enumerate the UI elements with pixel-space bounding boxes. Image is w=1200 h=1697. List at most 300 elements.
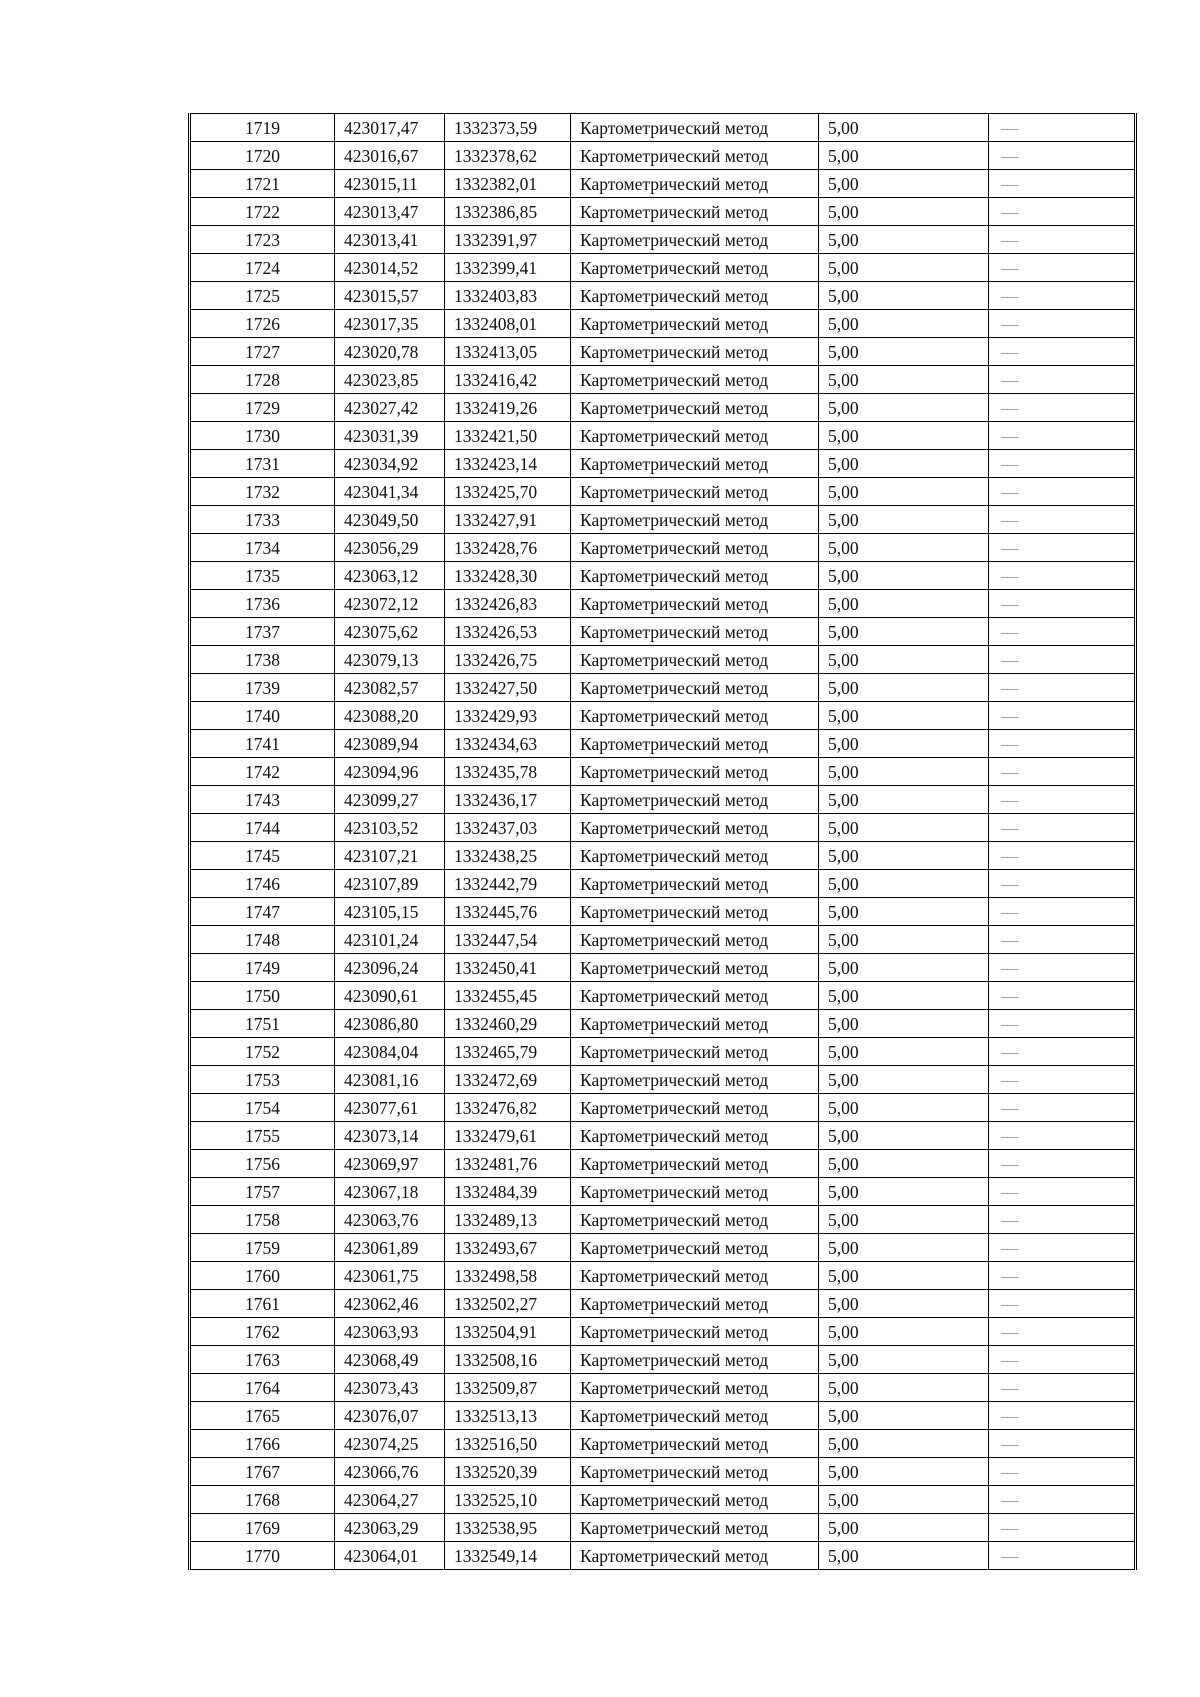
method-cell: Картометрический метод xyxy=(571,646,819,674)
description-cell: — xyxy=(989,1066,1136,1094)
y-coordinate-cell: 1332436,17 xyxy=(445,786,571,814)
description-cell: — xyxy=(989,926,1136,954)
x-coordinate-cell: 423103,52 xyxy=(335,814,445,842)
accuracy-cell: 5,00 xyxy=(819,758,989,786)
table-row xyxy=(190,506,1136,534)
description-cell: — xyxy=(989,478,1136,506)
description-cell: — xyxy=(989,1318,1136,1346)
accuracy-cell: 5,00 xyxy=(819,1122,989,1150)
accuracy-cell: 5,00 xyxy=(819,1402,989,1430)
y-coordinate-cell: 1332427,91 xyxy=(445,506,571,534)
table-row xyxy=(190,1066,1136,1094)
description-cell: — xyxy=(989,982,1136,1010)
point-number-cell: 1725 xyxy=(190,282,335,310)
accuracy-cell: 5,00 xyxy=(819,114,989,142)
description-cell: — xyxy=(989,1346,1136,1374)
description-cell: — xyxy=(989,730,1136,758)
y-coordinate-cell: 1332429,93 xyxy=(445,702,571,730)
x-coordinate-cell: 423017,47 xyxy=(335,114,445,142)
accuracy-cell: 5,00 xyxy=(819,422,989,450)
description-cell: — xyxy=(989,618,1136,646)
x-coordinate-cell: 423066,76 xyxy=(335,1458,445,1486)
y-coordinate-cell: 1332425,70 xyxy=(445,478,571,506)
x-coordinate-cell: 423016,67 xyxy=(335,142,445,170)
accuracy-cell: 5,00 xyxy=(819,254,989,282)
x-coordinate-cell: 423105,15 xyxy=(335,898,445,926)
y-coordinate-cell: 1332438,25 xyxy=(445,842,571,870)
table-row xyxy=(190,170,1136,198)
y-coordinate-cell: 1332426,53 xyxy=(445,618,571,646)
table-row xyxy=(190,1010,1136,1038)
method-cell: Картометрический метод xyxy=(571,982,819,1010)
point-number-cell: 1730 xyxy=(190,422,335,450)
description-cell: — xyxy=(989,646,1136,674)
x-coordinate-cell: 423099,27 xyxy=(335,786,445,814)
y-coordinate-cell: 1332416,42 xyxy=(445,366,571,394)
table-row xyxy=(190,1094,1136,1122)
accuracy-cell: 5,00 xyxy=(819,198,989,226)
description-cell: — xyxy=(989,870,1136,898)
accuracy-cell: 5,00 xyxy=(819,478,989,506)
table-row xyxy=(190,842,1136,870)
table-row xyxy=(190,1514,1136,1542)
method-cell: Картометрический метод xyxy=(571,254,819,282)
method-cell: Картометрический метод xyxy=(571,506,819,534)
description-cell: — xyxy=(989,758,1136,786)
x-coordinate-cell: 423067,18 xyxy=(335,1178,445,1206)
x-coordinate-cell: 423076,07 xyxy=(335,1402,445,1430)
method-cell: Картометрический метод xyxy=(571,198,819,226)
point-number-cell: 1755 xyxy=(190,1122,335,1150)
method-cell: Картометрический метод xyxy=(571,1038,819,1066)
x-coordinate-cell: 423086,80 xyxy=(335,1010,445,1038)
point-number-cell: 1743 xyxy=(190,786,335,814)
y-coordinate-cell: 1332493,67 xyxy=(445,1234,571,1262)
y-coordinate-cell: 1332525,10 xyxy=(445,1486,571,1514)
y-coordinate-cell: 1332472,69 xyxy=(445,1066,571,1094)
description-cell: — xyxy=(989,1094,1136,1122)
description-cell: — xyxy=(989,786,1136,814)
method-cell: Картометрический метод xyxy=(571,394,819,422)
table-row xyxy=(190,814,1136,842)
accuracy-cell: 5,00 xyxy=(819,590,989,618)
accuracy-cell: 5,00 xyxy=(819,1374,989,1402)
y-coordinate-cell: 1332373,59 xyxy=(445,114,571,142)
description-cell: — xyxy=(989,1206,1136,1234)
point-number-cell: 1722 xyxy=(190,198,335,226)
point-number-cell: 1764 xyxy=(190,1374,335,1402)
y-coordinate-cell: 1332413,05 xyxy=(445,338,571,366)
point-number-cell: 1746 xyxy=(190,870,335,898)
x-coordinate-cell: 423064,27 xyxy=(335,1486,445,1514)
point-number-cell: 1751 xyxy=(190,1010,335,1038)
description-cell: — xyxy=(989,1262,1136,1290)
point-number-cell: 1747 xyxy=(190,898,335,926)
table-row xyxy=(190,114,1136,142)
accuracy-cell: 5,00 xyxy=(819,1542,989,1570)
description-cell: — xyxy=(989,310,1136,338)
point-number-cell: 1752 xyxy=(190,1038,335,1066)
accuracy-cell: 5,00 xyxy=(819,1178,989,1206)
point-number-cell: 1758 xyxy=(190,1206,335,1234)
description-cell: — xyxy=(989,1458,1136,1486)
accuracy-cell: 5,00 xyxy=(819,450,989,478)
accuracy-cell: 5,00 xyxy=(819,1262,989,1290)
accuracy-cell: 5,00 xyxy=(819,898,989,926)
method-cell: Картометрический метод xyxy=(571,142,819,170)
table-row xyxy=(190,1038,1136,1066)
method-cell: Картометрический метод xyxy=(571,422,819,450)
description-cell: — xyxy=(989,702,1136,730)
method-cell: Картометрический метод xyxy=(571,562,819,590)
method-cell: Картометрический метод xyxy=(571,534,819,562)
x-coordinate-cell: 423061,75 xyxy=(335,1262,445,1290)
x-coordinate-cell: 423017,35 xyxy=(335,310,445,338)
x-coordinate-cell: 423020,78 xyxy=(335,338,445,366)
method-cell: Картометрический метод xyxy=(571,1514,819,1542)
description-cell: — xyxy=(989,1514,1136,1542)
coordinates-table xyxy=(188,113,1137,1570)
accuracy-cell: 5,00 xyxy=(819,646,989,674)
method-cell: Картометрический метод xyxy=(571,1150,819,1178)
y-coordinate-cell: 1332450,41 xyxy=(445,954,571,982)
y-coordinate-cell: 1332437,03 xyxy=(445,814,571,842)
point-number-cell: 1768 xyxy=(190,1486,335,1514)
method-cell: Картометрический метод xyxy=(571,170,819,198)
x-coordinate-cell: 423073,43 xyxy=(335,1374,445,1402)
method-cell: Картометрический метод xyxy=(571,730,819,758)
method-cell: Картометрический метод xyxy=(571,1178,819,1206)
x-coordinate-cell: 423015,11 xyxy=(335,170,445,198)
point-number-cell: 1720 xyxy=(190,142,335,170)
y-coordinate-cell: 1332419,26 xyxy=(445,394,571,422)
accuracy-cell: 5,00 xyxy=(819,1234,989,1262)
y-coordinate-cell: 1332434,63 xyxy=(445,730,571,758)
point-number-cell: 1754 xyxy=(190,1094,335,1122)
method-cell: Картометрический метод xyxy=(571,926,819,954)
table-row xyxy=(190,870,1136,898)
accuracy-cell: 5,00 xyxy=(819,1066,989,1094)
x-coordinate-cell: 423056,29 xyxy=(335,534,445,562)
y-coordinate-cell: 1332403,83 xyxy=(445,282,571,310)
x-coordinate-cell: 423094,96 xyxy=(335,758,445,786)
y-coordinate-cell: 1332427,50 xyxy=(445,674,571,702)
accuracy-cell: 5,00 xyxy=(819,814,989,842)
y-coordinate-cell: 1332378,62 xyxy=(445,142,571,170)
x-coordinate-cell: 423072,12 xyxy=(335,590,445,618)
point-number-cell: 1742 xyxy=(190,758,335,786)
table-row xyxy=(190,226,1136,254)
description-cell: — xyxy=(989,142,1136,170)
y-coordinate-cell: 1332504,91 xyxy=(445,1318,571,1346)
y-coordinate-cell: 1332428,76 xyxy=(445,534,571,562)
method-cell: Картометрический метод xyxy=(571,1402,819,1430)
description-cell: — xyxy=(989,254,1136,282)
x-coordinate-cell: 423023,85 xyxy=(335,366,445,394)
method-cell: Картометрический метод xyxy=(571,478,819,506)
y-coordinate-cell: 1332423,14 xyxy=(445,450,571,478)
method-cell: Картометрический метод xyxy=(571,786,819,814)
point-number-cell: 1750 xyxy=(190,982,335,1010)
method-cell: Картометрический метод xyxy=(571,114,819,142)
point-number-cell: 1738 xyxy=(190,646,335,674)
description-cell: — xyxy=(989,170,1136,198)
method-cell: Картометрический метод xyxy=(571,1234,819,1262)
table-row xyxy=(190,478,1136,506)
table-row xyxy=(190,1206,1136,1234)
point-number-cell: 1737 xyxy=(190,618,335,646)
point-number-cell: 1770 xyxy=(190,1542,335,1570)
method-cell: Картометрический метод xyxy=(571,1066,819,1094)
x-coordinate-cell: 423079,13 xyxy=(335,646,445,674)
table-row xyxy=(190,1430,1136,1458)
y-coordinate-cell: 1332481,76 xyxy=(445,1150,571,1178)
table-row xyxy=(190,1290,1136,1318)
description-cell: — xyxy=(989,226,1136,254)
accuracy-cell: 5,00 xyxy=(819,730,989,758)
method-cell: Картометрический метод xyxy=(571,1262,819,1290)
accuracy-cell: 5,00 xyxy=(819,1430,989,1458)
x-coordinate-cell: 423061,89 xyxy=(335,1234,445,1262)
x-coordinate-cell: 423063,93 xyxy=(335,1318,445,1346)
table-row xyxy=(190,282,1136,310)
table-row xyxy=(190,1458,1136,1486)
table-row xyxy=(190,1346,1136,1374)
method-cell: Картометрический метод xyxy=(571,1430,819,1458)
method-cell: Картометрический метод xyxy=(571,954,819,982)
accuracy-cell: 5,00 xyxy=(819,1318,989,1346)
table-row xyxy=(190,618,1136,646)
method-cell: Картометрический метод xyxy=(571,450,819,478)
method-cell: Картометрический метод xyxy=(571,842,819,870)
y-coordinate-cell: 1332498,58 xyxy=(445,1262,571,1290)
table-row xyxy=(190,1234,1136,1262)
method-cell: Картометрический метод xyxy=(571,1010,819,1038)
y-coordinate-cell: 1332445,76 xyxy=(445,898,571,926)
x-coordinate-cell: 423013,41 xyxy=(335,226,445,254)
description-cell: — xyxy=(989,1150,1136,1178)
y-coordinate-cell: 1332442,79 xyxy=(445,870,571,898)
accuracy-cell: 5,00 xyxy=(819,534,989,562)
point-number-cell: 1741 xyxy=(190,730,335,758)
description-cell: — xyxy=(989,1038,1136,1066)
x-coordinate-cell: 423031,39 xyxy=(335,422,445,450)
point-number-cell: 1739 xyxy=(190,674,335,702)
point-number-cell: 1726 xyxy=(190,310,335,338)
x-coordinate-cell: 423101,24 xyxy=(335,926,445,954)
table-row xyxy=(190,562,1136,590)
table-row xyxy=(190,1150,1136,1178)
y-coordinate-cell: 1332391,97 xyxy=(445,226,571,254)
method-cell: Картометрический метод xyxy=(571,758,819,786)
accuracy-cell: 5,00 xyxy=(819,1514,989,1542)
y-coordinate-cell: 1332538,95 xyxy=(445,1514,571,1542)
description-cell: — xyxy=(989,674,1136,702)
method-cell: Картометрический метод xyxy=(571,814,819,842)
method-cell: Картометрический метод xyxy=(571,1458,819,1486)
method-cell: Картометрический метод xyxy=(571,1486,819,1514)
y-coordinate-cell: 1332489,13 xyxy=(445,1206,571,1234)
y-coordinate-cell: 1332399,41 xyxy=(445,254,571,282)
accuracy-cell: 5,00 xyxy=(819,674,989,702)
description-cell: — xyxy=(989,114,1136,142)
y-coordinate-cell: 1332502,27 xyxy=(445,1290,571,1318)
point-number-cell: 1745 xyxy=(190,842,335,870)
table-row xyxy=(190,702,1136,730)
description-cell: — xyxy=(989,590,1136,618)
table-row xyxy=(190,982,1136,1010)
accuracy-cell: 5,00 xyxy=(819,1150,989,1178)
point-number-cell: 1767 xyxy=(190,1458,335,1486)
point-number-cell: 1735 xyxy=(190,562,335,590)
description-cell: — xyxy=(989,1374,1136,1402)
table-row xyxy=(190,590,1136,618)
table-row xyxy=(190,1402,1136,1430)
description-cell: — xyxy=(989,814,1136,842)
description-cell: — xyxy=(989,338,1136,366)
method-cell: Картометрический метод xyxy=(571,1374,819,1402)
point-number-cell: 1719 xyxy=(190,114,335,142)
x-coordinate-cell: 423074,25 xyxy=(335,1430,445,1458)
description-cell: — xyxy=(989,1290,1136,1318)
point-number-cell: 1749 xyxy=(190,954,335,982)
x-coordinate-cell: 423090,61 xyxy=(335,982,445,1010)
table-row xyxy=(190,898,1136,926)
method-cell: Картометрический метод xyxy=(571,366,819,394)
y-coordinate-cell: 1332435,78 xyxy=(445,758,571,786)
description-cell: — xyxy=(989,198,1136,226)
method-cell: Картометрический метод xyxy=(571,702,819,730)
table-row xyxy=(190,1374,1136,1402)
y-coordinate-cell: 1332428,30 xyxy=(445,562,571,590)
table-row xyxy=(190,198,1136,226)
x-coordinate-cell: 423063,12 xyxy=(335,562,445,590)
table-row xyxy=(190,394,1136,422)
description-cell: — xyxy=(989,282,1136,310)
y-coordinate-cell: 1332520,39 xyxy=(445,1458,571,1486)
x-coordinate-cell: 423084,04 xyxy=(335,1038,445,1066)
method-cell: Картометрический метод xyxy=(571,338,819,366)
accuracy-cell: 5,00 xyxy=(819,366,989,394)
accuracy-cell: 5,00 xyxy=(819,338,989,366)
x-coordinate-cell: 423077,61 xyxy=(335,1094,445,1122)
table-row xyxy=(190,954,1136,982)
accuracy-cell: 5,00 xyxy=(819,1486,989,1514)
point-number-cell: 1756 xyxy=(190,1150,335,1178)
x-coordinate-cell: 423064,01 xyxy=(335,1542,445,1570)
description-cell: — xyxy=(989,1486,1136,1514)
point-number-cell: 1753 xyxy=(190,1066,335,1094)
x-coordinate-cell: 423014,52 xyxy=(335,254,445,282)
method-cell: Картометрический метод xyxy=(571,1094,819,1122)
point-number-cell: 1759 xyxy=(190,1234,335,1262)
table-row xyxy=(190,310,1136,338)
x-coordinate-cell: 423063,76 xyxy=(335,1206,445,1234)
table-row xyxy=(190,366,1136,394)
table-row xyxy=(190,1486,1136,1514)
accuracy-cell: 5,00 xyxy=(819,786,989,814)
description-cell: — xyxy=(989,1542,1136,1570)
accuracy-cell: 5,00 xyxy=(819,1094,989,1122)
method-cell: Картометрический метод xyxy=(571,1290,819,1318)
x-coordinate-cell: 423013,47 xyxy=(335,198,445,226)
accuracy-cell: 5,00 xyxy=(819,1206,989,1234)
x-coordinate-cell: 423107,21 xyxy=(335,842,445,870)
accuracy-cell: 5,00 xyxy=(819,842,989,870)
table-row xyxy=(190,1178,1136,1206)
x-coordinate-cell: 423015,57 xyxy=(335,282,445,310)
table-row xyxy=(190,646,1136,674)
description-cell: — xyxy=(989,898,1136,926)
method-cell: Картометрический метод xyxy=(571,1206,819,1234)
table-row xyxy=(190,422,1136,450)
x-coordinate-cell: 423049,50 xyxy=(335,506,445,534)
point-number-cell: 1762 xyxy=(190,1318,335,1346)
description-cell: — xyxy=(989,366,1136,394)
accuracy-cell: 5,00 xyxy=(819,310,989,338)
table-row xyxy=(190,1318,1136,1346)
table-row xyxy=(190,450,1136,478)
table-row xyxy=(190,1542,1136,1570)
accuracy-cell: 5,00 xyxy=(819,142,989,170)
table-row xyxy=(190,730,1136,758)
table-row xyxy=(190,534,1136,562)
x-coordinate-cell: 423063,29 xyxy=(335,1514,445,1542)
y-coordinate-cell: 1332508,16 xyxy=(445,1346,571,1374)
y-coordinate-cell: 1332516,50 xyxy=(445,1430,571,1458)
y-coordinate-cell: 1332513,13 xyxy=(445,1402,571,1430)
point-number-cell: 1760 xyxy=(190,1262,335,1290)
x-coordinate-cell: 423068,49 xyxy=(335,1346,445,1374)
y-coordinate-cell: 1332386,85 xyxy=(445,198,571,226)
y-coordinate-cell: 1332408,01 xyxy=(445,310,571,338)
table-row xyxy=(190,758,1136,786)
point-number-cell: 1736 xyxy=(190,590,335,618)
y-coordinate-cell: 1332476,82 xyxy=(445,1094,571,1122)
description-cell: — xyxy=(989,1010,1136,1038)
accuracy-cell: 5,00 xyxy=(819,226,989,254)
accuracy-cell: 5,00 xyxy=(819,926,989,954)
method-cell: Картометрический метод xyxy=(571,1346,819,1374)
x-coordinate-cell: 423096,24 xyxy=(335,954,445,982)
method-cell: Картометрический метод xyxy=(571,226,819,254)
description-cell: — xyxy=(989,1122,1136,1150)
method-cell: Картометрический метод xyxy=(571,618,819,646)
point-number-cell: 1721 xyxy=(190,170,335,198)
accuracy-cell: 5,00 xyxy=(819,1038,989,1066)
point-number-cell: 1765 xyxy=(190,1402,335,1430)
coordinates-table-body xyxy=(190,114,1136,1570)
x-coordinate-cell: 423089,94 xyxy=(335,730,445,758)
point-number-cell: 1757 xyxy=(190,1178,335,1206)
table-row xyxy=(190,786,1136,814)
description-cell: — xyxy=(989,1430,1136,1458)
accuracy-cell: 5,00 xyxy=(819,1290,989,1318)
table-row xyxy=(190,1262,1136,1290)
x-coordinate-cell: 423041,34 xyxy=(335,478,445,506)
point-number-cell: 1724 xyxy=(190,254,335,282)
point-number-cell: 1744 xyxy=(190,814,335,842)
x-coordinate-cell: 423069,97 xyxy=(335,1150,445,1178)
accuracy-cell: 5,00 xyxy=(819,982,989,1010)
x-coordinate-cell: 423088,20 xyxy=(335,702,445,730)
x-coordinate-cell: 423062,46 xyxy=(335,1290,445,1318)
x-coordinate-cell: 423075,62 xyxy=(335,618,445,646)
x-coordinate-cell: 423073,14 xyxy=(335,1122,445,1150)
description-cell: — xyxy=(989,1402,1136,1430)
description-cell: — xyxy=(989,954,1136,982)
y-coordinate-cell: 1332549,14 xyxy=(445,1542,571,1570)
